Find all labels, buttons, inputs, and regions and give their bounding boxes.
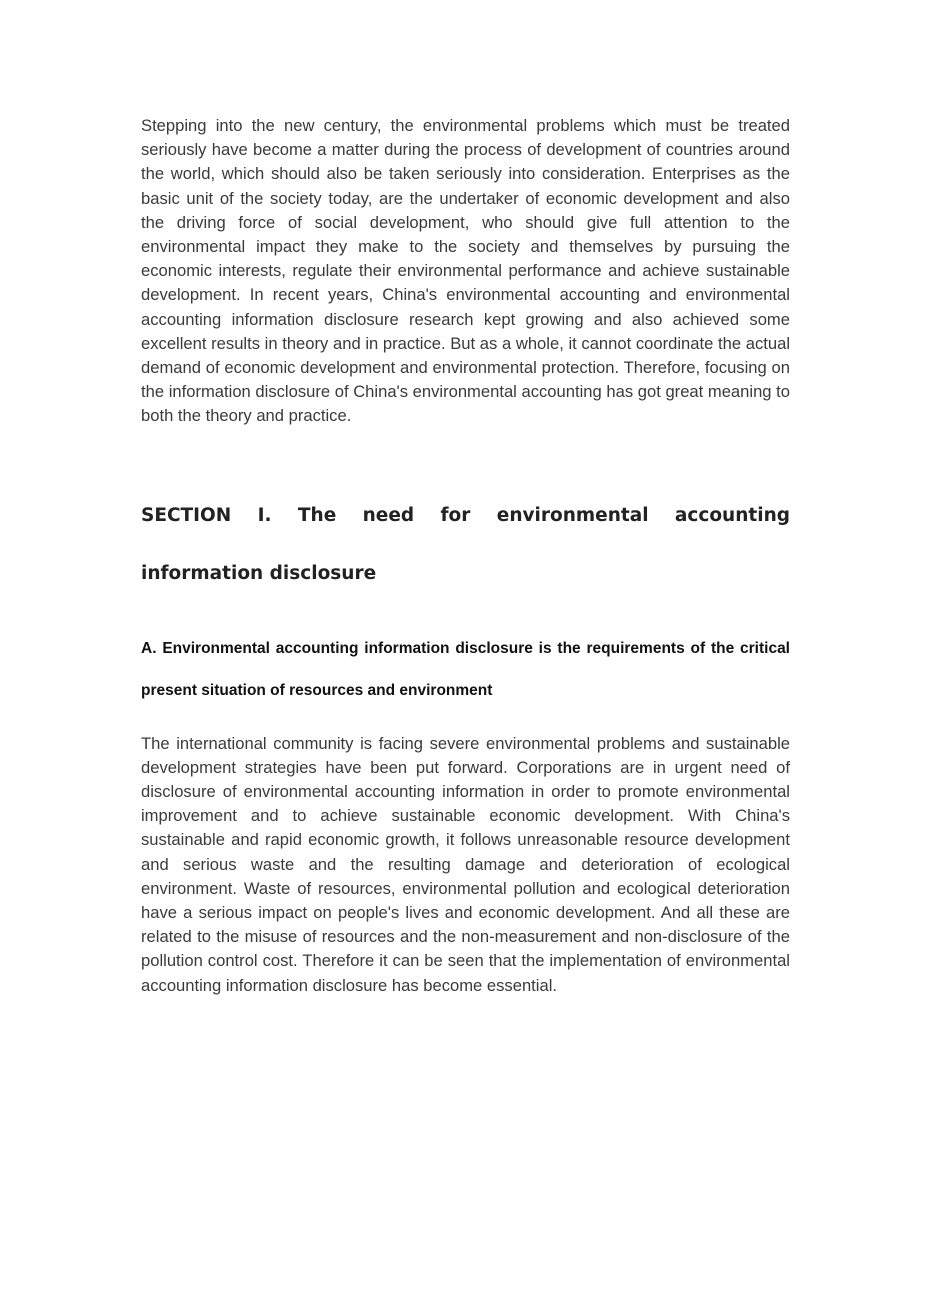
body-paragraph: The international community is facing severe environmental problems and sustainable development strategies have been put forward. Corporations are in urgent need of disclosure of environmental accounting information in order to promote environmental improvement and to achieve sustainable economic development. With China's sustainable and rapid economic growth, it follows unreasonable resource development and serious waste and the resulting damage and deterioration of ecological environment. Waste of resources, environmental pollution and ecological deterioration have a serious impact on people's lives and economic development. And all these are related to the misuse of resources and the non-measurement and non-disclosure of the pollution control cost. Therefore it can be seen that the implementation of environmental accounting information disclosure has become essential. (141, 733, 790, 995)
section-heading: SECTION I. The need for environmental accounting information disclosure (141, 504, 790, 584)
document-page (141, 114, 790, 998)
intro-paragraph: Stepping into the new century, the environmental problems which must be treated seriously have become a matter during the process of development of countries around the world, which should also be taken seriously into consideration. Enterprises as the basic unit of the society today, are the undertaker of economic development and also the driving force of social development, who should give full attention to the environmental impact they make to the society and themselves by pursuing the economic interests, regulate their environmental performance and achieve sustainable development. In recent years, China's environmental accounting and environmental accounting information disclosure research kept growing and also achieved some excellent results in theory and in practice. But as a whole, it cannot coordinate the actual demand of economic development and environmental protection. Therefore, focusing on the information disclosure of China's environmental accounting has got great meaning to both the theory and practice. (141, 116, 790, 426)
subsection-heading: A. Environmental accounting information disclosure is the requirements of the critical present situation of resources and environment (141, 639, 790, 699)
